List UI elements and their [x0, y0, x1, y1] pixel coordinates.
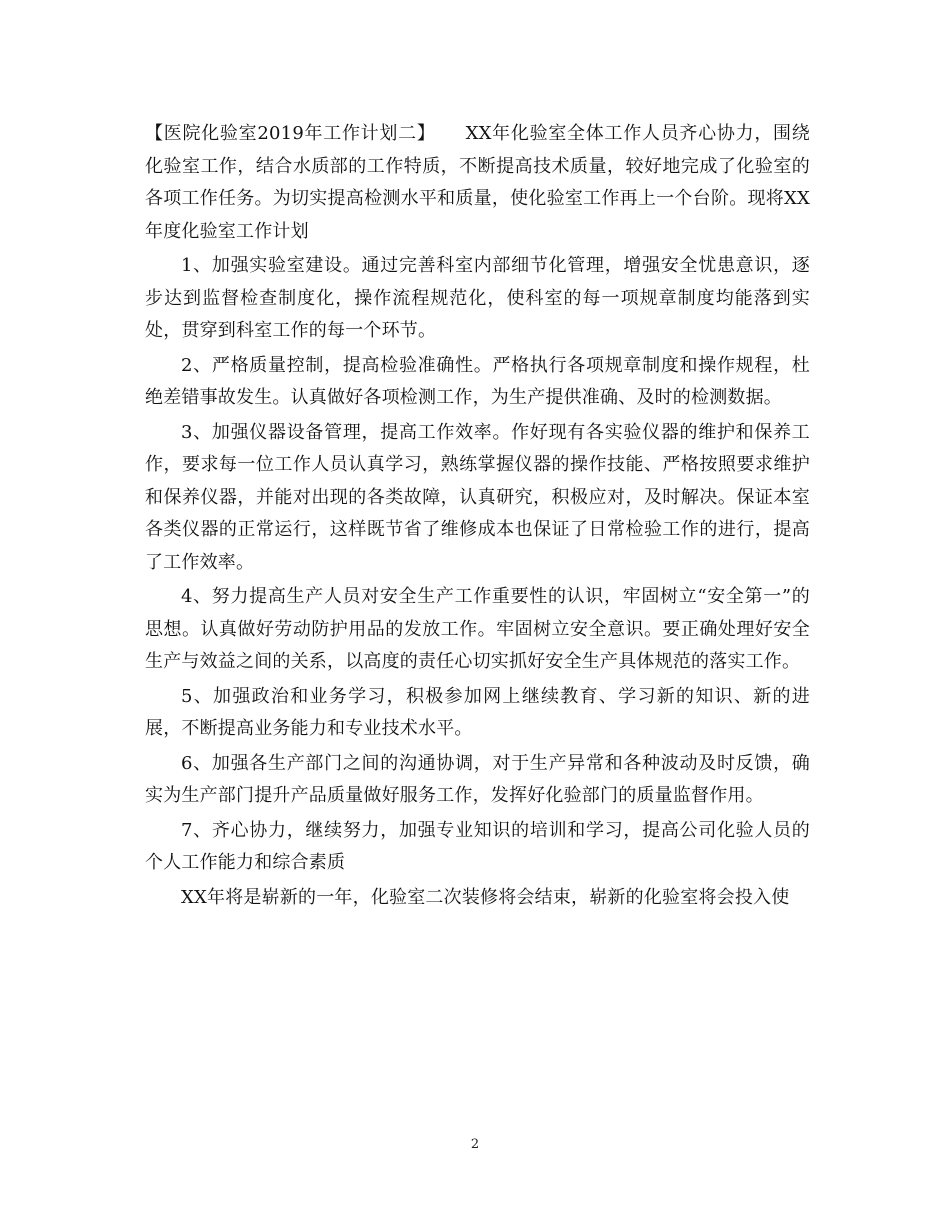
plan-item-5: 5、加强政治和业务学习，积极参加网上继续教育、学习新的知识、新的进展，不断提高业务能力和专业技术水平。	[145, 685, 810, 739]
plan-item-2: 2、严格质量控制，提高检验准确性。严格执行各项规章制度和操作规程，杜绝差错事故发生。认真做好各项检测工作，为生产提供准确、及时的检测数据。	[145, 354, 810, 408]
intro-text: XX年化验室全体工作人员齐心协力，围绕化验室工作，结合水质部的工作特质，不断提高技术质量，较好地完成了化验室的各项工作任务。为切实提高检测水平和质量，使化验室工作再上一个台阶。现将XX年度化验室工作计划	[145, 123, 810, 242]
intro-paragraph	[145, 118, 810, 248]
plan-item-1: 1、加强实验室建设。通过完善科室内部细节化管理，增强安全忧患意识，逐步达到监督检查制度化，操作流程规范化，使科室的每一项规章制度均能落到实处，贯穿到科室工作的每一个环节。	[145, 255, 810, 341]
document-body	[145, 118, 810, 916]
document-title: 【医院化验室2019年工作计划二】	[145, 123, 436, 144]
plan-item-7: 7、齐心协力，继续努力，加强专业知识的培训和学习，提高公司化验人员的个人工作能力和综合素质	[145, 819, 810, 873]
closing-paragraph: XX年将是崭新的一年，化验室二次装修将会结束，崭新的化验室将会投入使	[181, 886, 790, 908]
page-number: 2	[470, 1137, 480, 1152]
plan-item-3: 3、加强仪器设备管理，提高工作效率。作好现有各实验仪器的维护和保养工作，要求每一位工作人员认真学习，熟练掌握仪器的操作技能、严格按照要求维护和保养仪器，并能对出现的各类故障，认真研究，积极应对，及时解决。保证本室各类仪器的正常运行，这样既节省了维修成本也保证了日常检验工作的进行，提高了工作效率。	[145, 421, 810, 573]
plan-item-6: 6、加强各生产部门之间的沟通协调，对于生产异常和各种波动及时反馈，确实为生产部门提升产品质量做好服务工作，发挥好化验部门的质量监督作用。	[145, 752, 810, 806]
plan-item-4: 4、努力提高生产人员对安全生产工作重要性的认识，牢固树立“安全第一”的思想。认真做好劳动防护用品的发放工作。牢固树立安全意识。要正确处理好安全生产与效益之间的关系，以高度的责任心切实抓好安全生产具体规范的落实工作。	[145, 586, 810, 672]
